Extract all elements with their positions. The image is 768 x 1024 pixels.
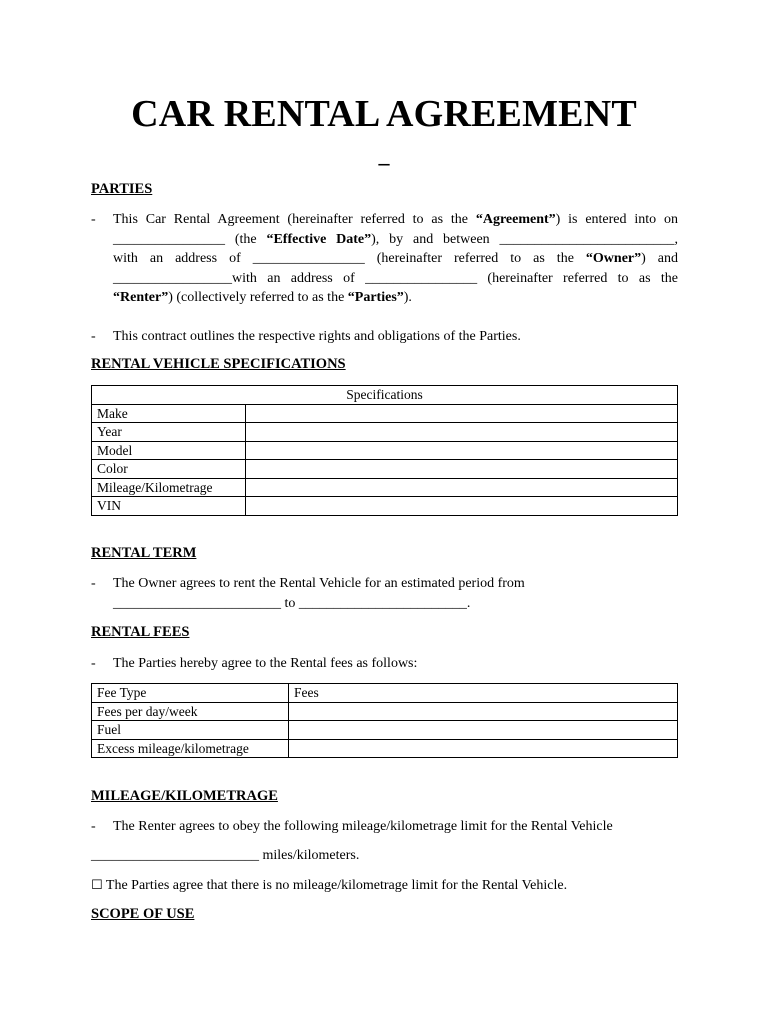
term-line-2: ________________________ to ________________________. — [113, 595, 471, 611]
fee-type-cell: Fuel — [92, 721, 289, 740]
table-row — [92, 460, 678, 479]
vehicle-spec-table — [91, 385, 678, 516]
fees-heading: RENTAL FEES — [91, 624, 190, 640]
parties-line-1: This Car Rental Agreement (hereinafter referred to as the “Agreement”) is entered into on — [113, 212, 678, 227]
vehicle-heading: RENTAL VEHICLE SPECIFICATIONS — [91, 356, 346, 372]
scope-heading: SCOPE OF USE — [91, 906, 195, 922]
fees-intro-paragraph — [91, 654, 678, 674]
spec-value-cell[interactable] — [246, 404, 678, 423]
mileage-paragraph — [91, 817, 678, 837]
mileage-line-1: The Renter agrees to obey the following mileage/kilometrage limit for the Rental Vehicle — [113, 819, 613, 834]
bullet-dash: - — [91, 819, 96, 834]
fee-value-cell[interactable] — [289, 702, 678, 721]
table-row — [92, 478, 678, 497]
term-heading: RENTAL TERM — [91, 545, 197, 561]
table-row — [92, 739, 678, 758]
mileage-line-2: ________________________ miles/kilometers. — [91, 848, 360, 863]
checkbox-icon[interactable]: ☐ — [91, 878, 103, 893]
table-header-row — [92, 684, 678, 703]
fees-header: Fees — [289, 684, 678, 703]
table-header-row — [92, 386, 678, 405]
fee-type-header: Fee Type — [92, 684, 289, 703]
contract-outline-paragraph — [91, 327, 678, 347]
parties-line-4: _________________with an address of ________________ (hereinafter referred to as the — [113, 270, 678, 286]
spec-label-cell: Model — [92, 441, 246, 460]
defined-term: “Effective Date” — [266, 231, 372, 247]
defined-term: “Agreement” — [475, 212, 556, 227]
defined-term: “Owner” — [585, 251, 642, 266]
no-limit-text: The Parties agree that there is no mileage/kilometrage limit for the Rental Vehicle. — [102, 878, 568, 893]
term-line-1: The Owner agrees to rent the Rental Vehicle for an estimated period from — [113, 576, 525, 591]
term-paragraph — [91, 574, 678, 613]
parties-paragraph — [91, 210, 678, 308]
spec-value-cell[interactable] — [246, 423, 678, 442]
fees-table — [91, 683, 678, 758]
fee-value-cell[interactable] — [289, 739, 678, 758]
fee-type-cell: Excess mileage/kilometrage — [92, 739, 289, 758]
spec-label-cell: Make — [92, 404, 246, 423]
parties-line-2: ________________ (the “Effective Date”), by and between _________________________, — [113, 231, 679, 247]
table-row — [92, 404, 678, 423]
mileage-heading: MILEAGE/KILOMETRAGE — [91, 788, 278, 804]
specifications-header: Specifications — [92, 386, 678, 405]
bullet-dash: - — [91, 329, 96, 344]
spec-label-cell: Mileage/Kilometrage — [92, 478, 246, 497]
parties-line-5: “Renter”) (collectively referred to as the “Parties”). — [113, 290, 412, 305]
table-row — [92, 497, 678, 516]
spec-label-cell: Year — [92, 423, 246, 442]
table-row — [92, 423, 678, 442]
bullet-dash: - — [91, 656, 96, 671]
spec-value-cell[interactable] — [246, 478, 678, 497]
parties-heading: PARTIES — [91, 181, 153, 197]
table-row — [92, 721, 678, 740]
bullet-dash: - — [91, 576, 96, 591]
spec-value-cell[interactable] — [246, 497, 678, 516]
contract-outline-text: This contract outlines the respective rights and obligations of the Parties. — [113, 329, 521, 344]
table-row — [92, 441, 678, 460]
bullet-dash: - — [91, 212, 96, 227]
defined-term: “Renter” — [113, 290, 169, 305]
spec-value-cell[interactable] — [246, 460, 678, 479]
spec-value-cell[interactable] — [246, 441, 678, 460]
title-mark: – — [378, 150, 390, 175]
fees-intro-text: The Parties hereby agree to the Rental fees as follows: — [113, 656, 418, 671]
fee-value-cell[interactable] — [289, 721, 678, 740]
spec-label-cell: Color — [92, 460, 246, 479]
fee-type-cell: Fees per day/week — [92, 702, 289, 721]
no-limit-option — [91, 876, 678, 896]
document-title: CAR RENTAL AGREEMENT — [131, 93, 637, 135]
defined-term: “Parties” — [347, 290, 404, 305]
table-row — [92, 702, 678, 721]
parties-line-3: with an address of ________________ (hereinafter referred to as the “Owner”) and — [113, 251, 678, 266]
spec-label-cell: VIN — [92, 497, 246, 516]
